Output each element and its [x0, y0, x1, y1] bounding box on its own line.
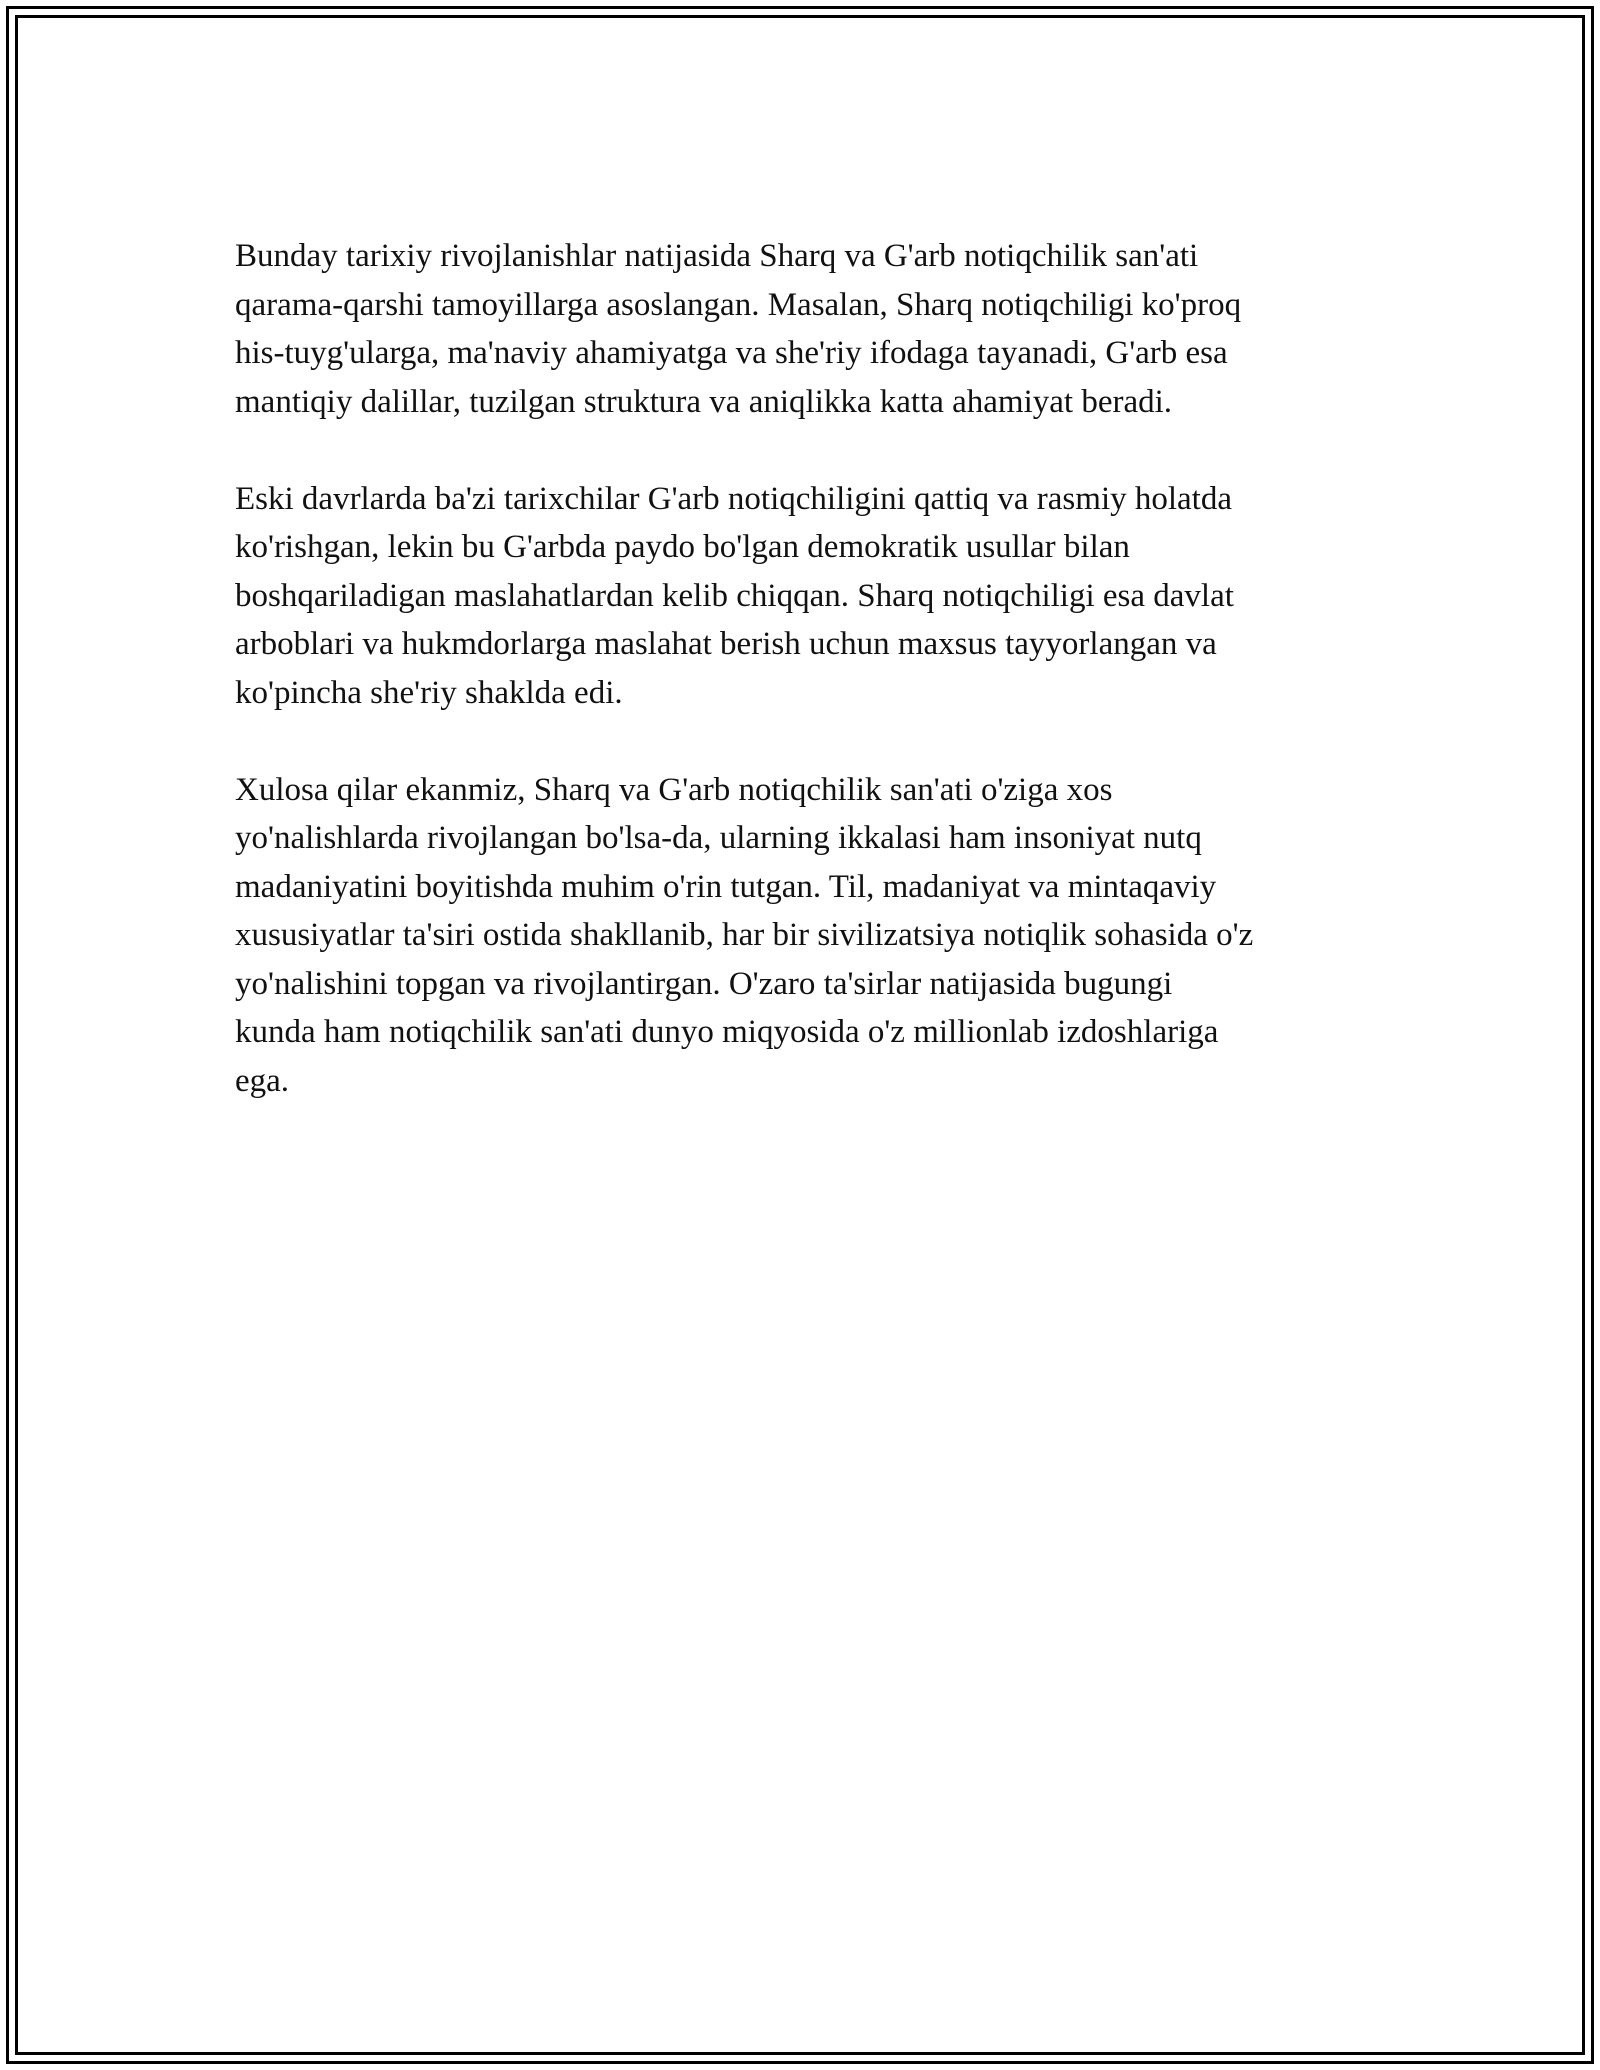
paragraph-line: Bunday tarixiy rivojlanishlar natijasida Sharq va G'arb notiqchilik san'ati — [235, 238, 1199, 274]
paragraph-line: arboblari va hukmdorlarga maslahat berish uchun maxsus tayyorlangan va — [235, 626, 1217, 662]
paragraph-line: ega. — [235, 1062, 290, 1099]
paragraph-line: kunda ham notiqchilik san'ati dunyo miqyosida o'z millionlab izdoshlariga — [235, 1014, 1219, 1050]
paragraph-line: qarama-qarshi tamoyillarga asoslangan. Masalan, Sharq notiqchiligi ko'proq — [235, 286, 1242, 323]
paragraph-line: yo'nalishini topgan va rivojlantirgan. O'zaro ta'sirlar natijasida bugungi — [235, 965, 1173, 1002]
paragraph-line: xususiyatlar ta'siri ostida shakllanib, har bir sivilizatsiya notiqlik sohasida o'z — [235, 917, 1254, 953]
paragraph-line: his-tuyg'ularga, ma'naviy ahamiyatga va she'riy ifodaga tayanadi, G'arb esa — [235, 335, 1228, 371]
document-body — [235, 232, 1385, 1154]
paragraph-line: Xulosa qilar ekanmiz, Sharq va G'arb notiqchilik san'ati o'ziga xos — [235, 771, 1113, 808]
paragraph-line: madaniyatini boyitishda muhim o'rin tutgan. Til, madaniyat va mintaqaviy — [235, 868, 1217, 905]
paragraph-line: boshqariladigan maslahatlardan kelib chiqqan. Sharq notiqchiligi esa davlat — [235, 577, 1234, 614]
paragraph-line: yo'nalishlarda rivojlangan bo'lsa-da, ularning ikkalasi ham insoniyat nutq — [235, 820, 1202, 856]
paragraph-2 — [235, 475, 1385, 718]
paragraph-1 — [235, 232, 1385, 426]
paragraph-line: Eski davrlarda ba'zi tarixchilar G'arb notiqchiligini qattiq va rasmiy holatda — [235, 480, 1232, 517]
paragraph-line: mantiqiy dalillar, tuzilgan struktura va aniqlikka katta ahamiyat beradi. — [235, 383, 1173, 420]
paragraph-line: ko'pincha she'riy shaklda edi. — [235, 674, 623, 711]
paragraph-line: ko'rishgan, lekin bu G'arbda paydo bo'lgan demokratik usullar bilan — [235, 529, 1130, 565]
paragraph-3 — [235, 766, 1385, 1106]
